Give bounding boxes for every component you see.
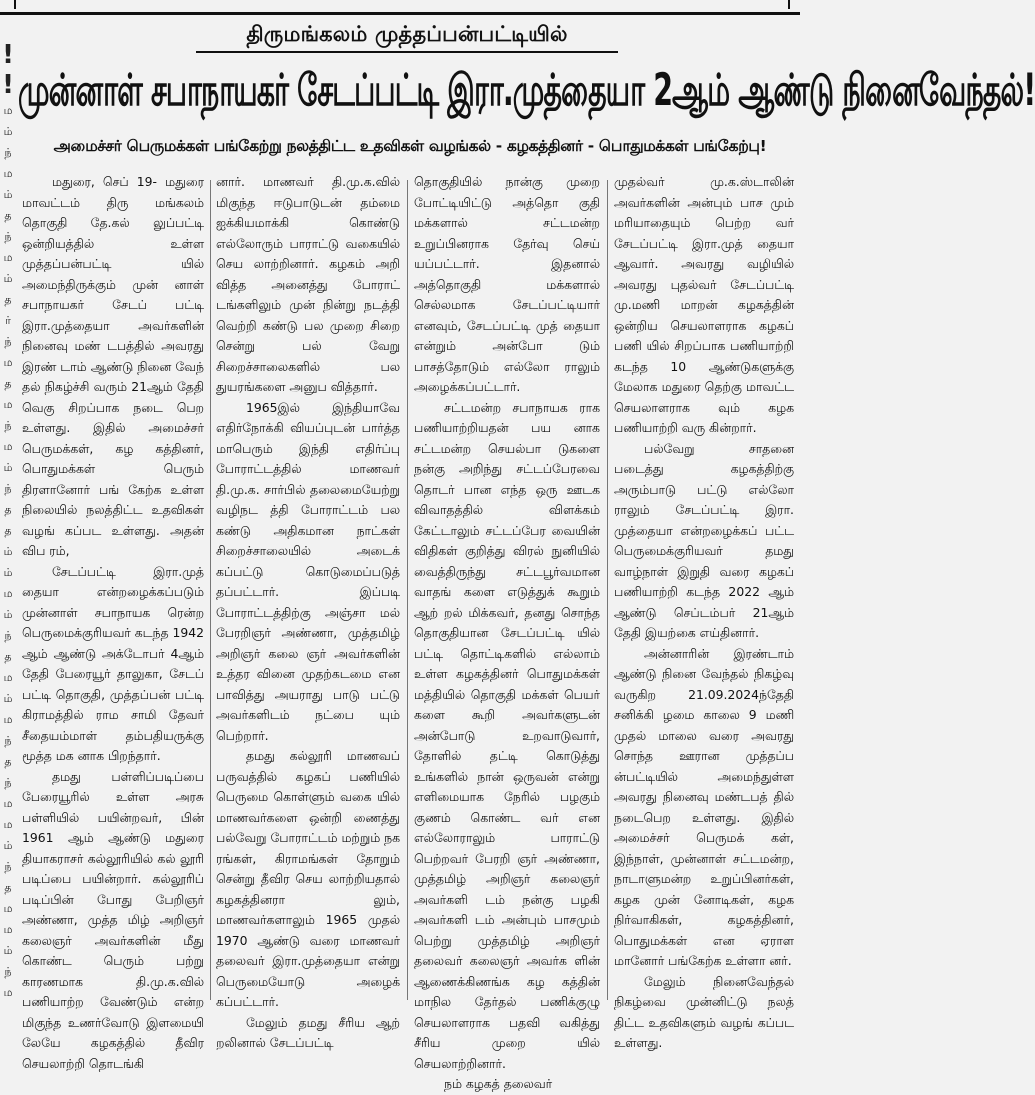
edge-glyph: ர் (5, 314, 11, 327)
edge-glyph: ம் (3, 272, 13, 285)
edge-glyph: த (4, 293, 12, 306)
headline-box (18, 60, 1035, 122)
edge-glyph: ம (3, 713, 13, 726)
edge-glyph: ம் (3, 839, 13, 852)
edge-glyph: ம் (3, 545, 13, 558)
edge-glyph: ம (3, 356, 13, 369)
edge-glyph: த (4, 503, 12, 516)
edge-glyph: ம் (3, 461, 13, 474)
edge-glyph: த (4, 881, 12, 894)
edge-glyph: ம் (3, 125, 13, 138)
edge-glyph: ம (3, 818, 13, 831)
paragraph: முதல்வர் மு.க.ஸ்டாலின் அவர்களின் அன்பும் பாச மும் மரியாதையும் பெற்ற வர் சேடப்பட்டி இரா.முத் தையா ஆவார். அவரது வழியில் அவரது புதல்வர் சேடப்பட்டி மு.மணி மாறன் கழகத்தின் ஒன்றிய செயலாளராக கழகப் பணி யில் சிறப்பாக பணியாற்றி கடந்த 10 ஆண்டுகளுக்கு மேலாக மதுரை தெற்கு மாவட்ட செயலாளராக வும் கழக பணியாற்றி வரு கின்றார். (614, 174, 794, 435)
edge-glyph: ம (3, 398, 13, 411)
paragraph: னார். மாணவர் தி.மு.க.வில் மிகுந்த ஈடுபாடுடன் தம்மை ஐக்கியமாக்கி கொண்டு எல்லோரும் பாராட்டு வகையில் செய லாற்றினார். கழகம் அறி வித்த அனைத்து போராட் டங்களிலும் முன் நின்று நடத்தி வெற்றி கண்டு பல முறை சிறை சென்று பல் வேறு சிறைச்சாலைகளில் பல துயரங்களை அனுப வித்தார். (216, 174, 400, 394)
edge-glyph: ம (3, 902, 13, 915)
paragraph: அன்னாரின் இரண்டாம் ஆண்டு நினை வேந்தல் நிகழ்வு வருகிற 21.09.2024ந்தேதி சனிக்கி ழமை காலை 9 மணி முதல் மாலை வரை அவரது சொந்த ஊரான முத்தப்ப ன்பட்டியில் அமைந்துள்ள அவரது நினைவு மண்டபத் தில் நடைபெற உள்ளது. இதில் அமைச்சர் பெருமக் கள், இந்நாள், முன்னாள் சட்டமன்ற, நாடாளுமன்ற உறுப்பினர்கள், கழக முன் னோடிகள், கழக நிர்வாகிகள், கழகத்தினர், பொதுமக்கள் என ஏராள மானோர் பங்கேற்க உள்ளா னர். (614, 645, 794, 968)
edge-glyph: ந் (4, 230, 12, 243)
kicker-line: திருமங்கலம் முத்தப்பன்பட்டியில் (196, 22, 618, 53)
edge-glyph: ம் (3, 188, 13, 201)
edge-glyph: த (4, 755, 12, 768)
edge-glyph: ந் (4, 776, 12, 789)
top-border (0, 0, 800, 15)
paragraph: மேலும் தமது சீரிய ஆற் றலினால் சேடப்பட்டி (216, 1014, 400, 1050)
edge-glyph: ! (2, 40, 14, 70)
paragraph: சேடப்பட்டி இரா.முத் தையா என்றழைக்கப்படும் முன்னாள் சபாநாயக ரென்ற பெருமைக்குரியவர் கடந்த 1942 ஆம் ஆண்டு அக்டோபர் 4ஆம் தேதி பேரையூர் தாலுகா, சேடப் பட்டி தொகுதி, முத்தப்பன் பட்டி கிராமத்தில் ராம சாமி தேவர் சீதையம்மாள் தம்பதியருக்கு மூத்த மக னாக பிறந்தார். (22, 563, 204, 763)
paragraph: தொகுதியில் நான்கு முறை போட்டியிட்டு அத்தொ குதி மக்களால் சட்டமன்ற உறுப்பினராக தேர்வு செய் யப்பட்டார். இதனால் அத்தொகுதி மக்களால் செல்லமாக சேடப்பட்டியார் எனவும், சேடப்பட்டி முத் தையா என்றும் அன்போ டும் பாசத்தோடும் எல்லோ ராலும் அழைக்கப்பட்டார். (414, 174, 600, 394)
paragraph: தமது கல்லூரி மாணவப் பருவத்தில் கழகப் பணியில் பெருமை கொள்ளும் வகை யில் மாணவர்களை ஒன்றி ணைத்து பல்வேறு போராட்டம் மற்றும் நக ரங்கள், கிராமங்கள் தோறும் சென்று தீவிர செய லாற்றியதால் கழகத்தினரா லும், மாணவர்களாலும் 1965 முதல் 1970 ஆண்டு வரை மாணவர் தலைவர் இரா.முத்தையா என்று பெருமையோடு அழைக் கப்பட்டார். (216, 748, 401, 1009)
edge-glyph: ம (3, 440, 13, 453)
edge-glyph: த (4, 377, 12, 390)
edge-glyph: த (4, 524, 12, 537)
column-2 (216, 172, 401, 1050)
edge-glyph: ம (3, 797, 13, 810)
article-body (22, 172, 794, 1091)
edge-glyph: ம (3, 167, 13, 180)
edge-glyph: ! (2, 70, 14, 100)
edge-glyph: ந் (4, 146, 12, 159)
subheadline: அமைச்சர் பெருமக்கள் பங்கேற்று நலத்திட்ட உதவிகள் வழங்கல் - கழகத்தினர் - பொதுமக்கள் பங்கேற்பு! (53, 137, 767, 155)
paragraph: சட்டமன்ற சபாநாயக ராக பணியாற்றியதன் பய னாக சட்டமன்ற செயல்பா டுகளை நன்கு அறிந்து சட்டப்பேரவை தொடர் பான எந்த ஒரு ஊடக விவாதத்தில் விளக்கம் கேட்டாலும் சட்டப்பேர வையின் விதிகள் குறித்து விரல் நுனியில் வைத்திருந்து சட்டபூர்வமான வாதங் களை எடுத்துக் கூறும் ஆற் றல் மிக்கவர், தனது சொந்த தொகுதியான சேடப்பட்டி யில் பட்டி தொட்டிகளில் எல்லாம் உள்ள கழகத்தினர் பொதுமக்கள் மத்தியில் தொகுதி மக்கள் பெயர் களை கூறி அவர்களுடன் அன்போடு உறவாடுவார், தோளில் தட்டி கொடுத்து உங்களில் நான் ஒருவன் என்று எளிமையாக நேரில் பழகும் குணம் கொண்ட வர் என எல்லோராலும் பாராட்டு பெற்றவர் பேரறி ஞர் அண்ணா, முத்தமிழ் அறிஞர் கலைஞர் அவர்களி டம் நன்கு பழகி அவர்களி டம் அன்பும் பாசமும் பெற்று முத்தமிழ் அறிஞர் தலைவர் கலைஞர் அவர்க ளின் ஆணைக்கிணங்க கழ கத்தின் மாநில தேர்தல் பணிக்குழு செயலாளராக பதவி வகித்து சீரிய முறை யில் செயலாற்றினார். (414, 399, 600, 1071)
edge-glyph: ம (3, 923, 13, 936)
edge-glyph: ந் (4, 860, 12, 873)
paragraph: மதுரை, செப் 19- மதுரை மாவட்டம் திரு மங்கலம் தொகுதி தே.கல் லுப்பட்டி ஒன்றியத்தில் உள்ள முத்தப்பன்பட்டி யில் அமைந்திருக்கும் முன் னாள் சபாநாயகர் சேடப் பட்டி இரா.முத்தையா அவர்களின் நினைவு மண் டபத்தில் அவரது இரண் டாம் ஆண்டு நினை வேந் தல் நிகழ்ச்சி வரும் 21ஆம் தேதி வெகு சிறப்பாக நடை பெற உள்ளது. இதில் அமைச்சர் பெருமக்கள், கழ கத்தினர், பொதுமக்கள் பெரும் திரளானோர் பங் கேற்க உள்ள நிலையில் நலத்திட்ட உதவிகள் வழங் கப்பட உள்ளது. அதன் விப ரம், (22, 174, 204, 558)
edge-glyph: ந் (4, 734, 12, 747)
edge-glyph: ம் (3, 944, 13, 957)
column-divider (407, 180, 408, 1000)
paragraph: தமது பள்ளிப்படிப்பை பேரையூரில் உள்ள அரசு பள்ளியில் பயின்றவர், பின் 1961 ஆம் ஆண்டு மதுரை தியாகராசர் கல்லூரியில் கல் லூரி படிப்பை பயின்றார். கல்லூரிப் படிப்பின் போது பேறிஞர் அண்ணா, முத்த மிழ் அறிஞர் கலைஞர் அவர்களின் மீது கொண்ட பெரும் பற்று காரணமாக தி.மு.க.வில் பணியாற்ற வேண்டும் என்ற மிகுந்த உணர்வோடு இளமையி லேயே கழகத்தில் தீவிர செயலாற்றி தொடங்கி (22, 768, 204, 1071)
edge-glyph: ம் (3, 566, 13, 579)
edge-glyph: ம (3, 587, 13, 600)
headline: முன்னாள் சபாநாயகர் சேடப்பட்டி இரா.முத்தையா 2ஆம் ஆண்டு நினைவேந்தல்! (18, 64, 1035, 116)
edge-glyph: ந் (4, 482, 12, 495)
column-3 (414, 172, 600, 1091)
edge-glyph: ந் (4, 965, 12, 978)
edge-glyph: ம (3, 986, 13, 999)
edge-glyph: ம (3, 671, 13, 684)
edge-glyph: ம (3, 251, 13, 264)
column-1 (22, 172, 204, 1071)
column-4 (614, 172, 794, 1050)
adjacent-article-edge (0, 40, 16, 1004)
edge-glyph: ந் (4, 419, 12, 432)
column-divider (210, 180, 211, 1000)
edge-glyph: ந் (4, 629, 12, 642)
edge-glyph: த (4, 209, 12, 222)
column-divider (607, 180, 608, 1000)
edge-glyph: ந் (4, 335, 12, 348)
paragraph: பல்வேறு சாதனை படைத்து கழகத்திற்கு அரும்பாடு பட்டு எல்லோ ராலும் சேடப்பட்டி இரா. முத்தையா என்றழைக்கப் பட்ட பெருமைக்குரியவர் தமது வாழ்நாள் இறுதி வரை கழகப் பணியாற்றி கடந்த 2022 ஆம் ஆண்டு செப்டம்பர் 21ஆம் தேதி இயற்கை எய்தினார். (614, 440, 794, 640)
paragraph: மேலும் நினைவேந்தல் நிகழ்வை முன்னிட்டு நலத் திட்ட உதவிகளும் வழங் கப்பட உள்ளது. (614, 973, 794, 1050)
edge-glyph: ம் (3, 692, 13, 705)
top-box-edge (14, 0, 790, 9)
edge-glyph: த (4, 650, 12, 663)
edge-glyph: ம (3, 104, 13, 117)
paragraph: 1965இல் இந்தியாவே எதிர்நோக்கி வியப்புடன் பார்த்த மாபெரும் இந்தி எதிர்ப்பு போராட்டத்தில் மாணவர் தி.மு.க. சார்பில் தலைமையேற்று வழிநட த்தி போராட்டம் பல கண்டு அதிகமான நாட்கள் சிறைச்சாலையில் அடைக் கப்பட்டு கொடுமைப்படுத் தப்பட்டார். இப்படி போராட்டத்திற்கு அஞ்சா மல் பேரறிஞர் அண்ணா, முத்தமிழ் அறிஞர் கலை ஞர் அவர்களின் உத்தர வினை முதற்கடமை என பாவித்து அயராது பாடு பட்டு அவர்களிடம் நட்பை யும் பெற்றார். (216, 399, 400, 743)
edge-glyph: ம் (3, 608, 13, 621)
paragraph: நம் கழகத் தலைவர் (444, 1076, 553, 1091)
